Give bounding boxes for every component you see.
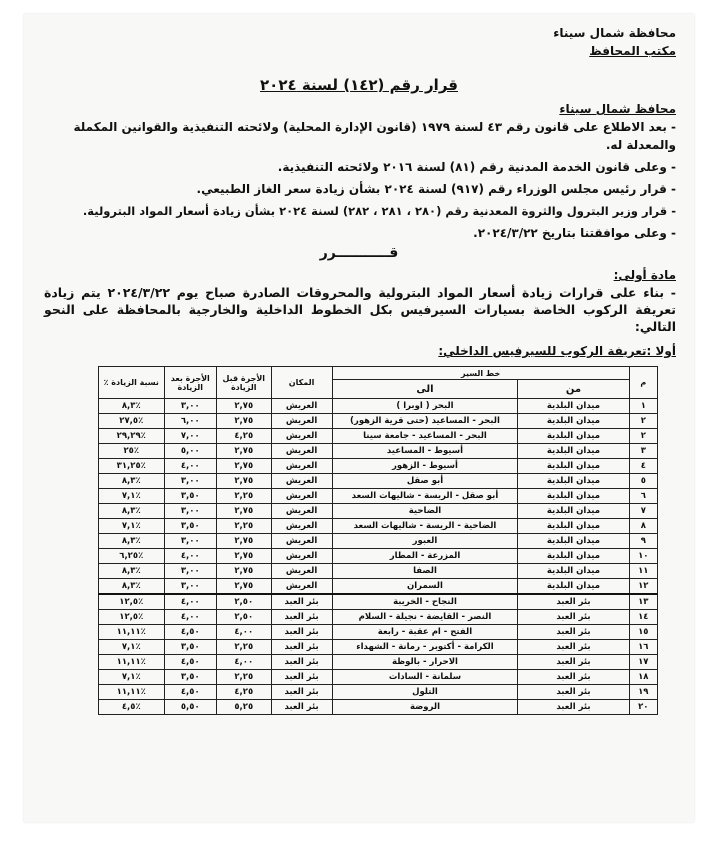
preamble-line-3: - وعلى قانون الخدمة المدنية رقم (٨١) لسنة ٢٠١٦ ولائحته التنفيذية. bbox=[277, 160, 676, 174]
cell-place: بئر العبد bbox=[271, 594, 332, 610]
cell-before: ٤,٠٠ bbox=[216, 625, 271, 640]
table-row bbox=[99, 549, 658, 564]
cell-pct: ٪٦,٢٥ bbox=[99, 549, 165, 564]
cell-to: أبو صقل - الريسة - شاليهات السعد bbox=[332, 489, 518, 504]
cell-before: ٢,٧٥ bbox=[216, 459, 271, 474]
cell-to: البحر - المساعيد (حتى قرية الزهور) bbox=[332, 414, 518, 429]
cell-pct: ٪٢٧,٥ bbox=[99, 414, 165, 429]
cell-before: ٢,٧٥ bbox=[216, 579, 271, 595]
cell-place: العريش bbox=[271, 414, 332, 429]
table-row bbox=[99, 519, 658, 534]
table-row bbox=[99, 489, 658, 504]
cell-no: ١٨ bbox=[629, 670, 657, 685]
header-pct: نسبة الزيادة ٪ bbox=[99, 367, 165, 399]
cell-pct: ٪٨,٣ bbox=[99, 564, 165, 579]
cell-no: ١١ bbox=[629, 564, 657, 579]
cell-after: ٤,٠٠ bbox=[164, 549, 216, 564]
header-from: من bbox=[518, 380, 629, 399]
cell-no: ١٩ bbox=[629, 685, 657, 700]
cell-pct: ٪٧,١ bbox=[99, 519, 165, 534]
cell-from: بئر العبد bbox=[518, 610, 629, 625]
cell-after: ٣,٠٠ bbox=[164, 399, 216, 414]
cell-no: ١ bbox=[629, 399, 657, 414]
cell-no: ٩ bbox=[629, 534, 657, 549]
cell-from: ميدان البلدية bbox=[518, 414, 629, 429]
cell-pct: ٪٢٩,٢٩ bbox=[99, 429, 165, 444]
cell-before: ٢,٧٥ bbox=[216, 444, 271, 459]
cell-before: ٢,٧٥ bbox=[216, 399, 271, 414]
table-row bbox=[99, 399, 658, 414]
cell-after: ٥,٠٠ bbox=[164, 444, 216, 459]
cell-place: العريش bbox=[271, 399, 332, 414]
cell-before: ٢,٧٥ bbox=[216, 564, 271, 579]
decree-title: قرار رقم (١٤٢) لسنة ٢٠٢٤ bbox=[260, 76, 458, 94]
cell-place: العريش bbox=[271, 519, 332, 534]
cell-pct: ٪١١,١١ bbox=[99, 655, 165, 670]
cell-no: ١٠ bbox=[629, 549, 657, 564]
cell-pct: ٪٨,٣ bbox=[99, 504, 165, 519]
cell-before: ٢,٢٥ bbox=[216, 489, 271, 504]
cell-after: ٥,٥٠ bbox=[164, 700, 216, 715]
cell-from: ميدان البلدية bbox=[518, 519, 629, 534]
cell-to: الضاحية - الريسة - شاليهات السعد bbox=[332, 519, 518, 534]
cell-place: بئر العبد bbox=[271, 655, 332, 670]
table-row bbox=[99, 444, 658, 459]
cell-to: الروضة bbox=[332, 700, 518, 715]
cell-after: ٣,٥٠ bbox=[164, 489, 216, 504]
cell-after: ٤,٥٠ bbox=[164, 685, 216, 700]
cell-from: بئر العبد bbox=[518, 640, 629, 655]
cell-pct: ٪١٢,٥ bbox=[99, 610, 165, 625]
cell-no: ١٦ bbox=[629, 640, 657, 655]
cell-from: ميدان البلدية bbox=[518, 459, 629, 474]
table-row bbox=[99, 594, 658, 610]
cell-to: الفتح - ام عقبة - رابعة bbox=[332, 625, 518, 640]
cell-no: ٨ bbox=[629, 519, 657, 534]
preamble-line-2: والمعدلة له. bbox=[605, 138, 676, 152]
cell-from: ميدان البلدية bbox=[518, 444, 629, 459]
cell-after: ٧,٠٠ bbox=[164, 429, 216, 444]
header-to: الى bbox=[332, 380, 518, 399]
cell-no: ١٢ bbox=[629, 579, 657, 595]
cell-pct: ٪٨,٣ bbox=[99, 399, 165, 414]
article-heading: مادة أولى: bbox=[613, 268, 676, 282]
cell-place: العريش bbox=[271, 459, 332, 474]
cell-no: ٦ bbox=[629, 489, 657, 504]
cell-no: ١٥ bbox=[629, 625, 657, 640]
cell-before: ٢,٢٥ bbox=[216, 519, 271, 534]
cell-after: ٤,٥٠ bbox=[164, 625, 216, 640]
cell-before: ٢,٥٠ bbox=[216, 610, 271, 625]
cell-before: ٢,٥٠ bbox=[216, 594, 271, 610]
cell-from: ميدان البلدية bbox=[518, 579, 629, 595]
governorate-header: محافظة شمال سيناء bbox=[553, 26, 676, 40]
cell-before: ٤,٠٠ bbox=[216, 655, 271, 670]
cell-before: ٥,٢٥ bbox=[216, 700, 271, 715]
cell-to: أسيوط - الزهور bbox=[332, 459, 518, 474]
preamble-line-4: - قرار رئيس مجلس الوزراء رقم (٩١٧) لسنة ٢٠٢٤ بشأن زيادة سعر الغاز الطبيعي. bbox=[196, 182, 676, 196]
cell-place: العريش bbox=[271, 504, 332, 519]
cell-after: ٣,٠٠ bbox=[164, 564, 216, 579]
cell-no: ١٧ bbox=[629, 655, 657, 670]
cell-no: ٢ bbox=[629, 429, 657, 444]
table-row bbox=[99, 655, 658, 670]
cell-pct: ٪٧,١ bbox=[99, 640, 165, 655]
preamble-line-6: - وعلى موافقتنا بتاريخ ٢٠٢٤/٣/٢٢. bbox=[473, 226, 676, 240]
cell-to: سلمانة - السادات bbox=[332, 670, 518, 685]
cell-after: ٣,٥٠ bbox=[164, 670, 216, 685]
cell-from: بئر العبد bbox=[518, 655, 629, 670]
cell-no: ٥ bbox=[629, 474, 657, 489]
cell-after: ٤,٠٠ bbox=[164, 610, 216, 625]
cell-from: ميدان البلدية bbox=[518, 399, 629, 414]
cell-from: بئر العبد bbox=[518, 670, 629, 685]
cell-pct: ٪٨,٣ bbox=[99, 534, 165, 549]
cell-after: ٣,٠٠ bbox=[164, 504, 216, 519]
decides-word: قـــــــــــرر bbox=[319, 245, 399, 261]
cell-from: ميدان البلدية bbox=[518, 474, 629, 489]
cell-from: بئر العبد bbox=[518, 625, 629, 640]
cell-place: بئر العبد bbox=[271, 685, 332, 700]
preamble-line-5: - قرار وزير البترول والثروة المعدنية رقم (٢٨٠ ، ٢٨١ ، ٢٨٢) لسنة ٢٠٢٤ بشأن زيادة أسعار المواد البترولية. bbox=[82, 204, 676, 218]
cell-to: أسيوط - المساعيد bbox=[332, 444, 518, 459]
cell-place: بئر العبد bbox=[271, 640, 332, 655]
cell-to: التلول bbox=[332, 685, 518, 700]
cell-pct: ٪٧,١ bbox=[99, 670, 165, 685]
cell-to: الضاحية bbox=[332, 504, 518, 519]
cell-to: المزرعة - المطار bbox=[332, 549, 518, 564]
cell-to: الاحرار - بالوظة bbox=[332, 655, 518, 670]
cell-place: العريش bbox=[271, 579, 332, 595]
cell-after: ٣,٠٠ bbox=[164, 534, 216, 549]
header-no: م bbox=[629, 367, 657, 399]
cell-to: أبو صقل bbox=[332, 474, 518, 489]
table-row bbox=[99, 610, 658, 625]
cell-no: ١٤ bbox=[629, 610, 657, 625]
cell-no: ٣ bbox=[629, 444, 657, 459]
cell-from: ميدان البلدية bbox=[518, 504, 629, 519]
cell-to: الصفا bbox=[332, 564, 518, 579]
cell-place: بئر العبد bbox=[271, 670, 332, 685]
cell-no: ١٣ bbox=[629, 594, 657, 610]
cell-from: ميدان البلدية bbox=[518, 429, 629, 444]
table-row bbox=[99, 579, 658, 595]
cell-place: بئر العبد bbox=[271, 700, 332, 715]
cell-pct: ٪١١,١١ bbox=[99, 625, 165, 640]
cell-before: ٢,٧٥ bbox=[216, 549, 271, 564]
cell-place: العريش bbox=[271, 429, 332, 444]
cell-before: ٢,٧٥ bbox=[216, 474, 271, 489]
table-row bbox=[99, 504, 658, 519]
cell-after: ٣,٠٠ bbox=[164, 579, 216, 595]
cell-from: ميدان البلدية bbox=[518, 489, 629, 504]
cell-pct: ٪٣١,٢٥ bbox=[99, 459, 165, 474]
cell-before: ٢,٢٥ bbox=[216, 640, 271, 655]
cell-after: ٣,٥٠ bbox=[164, 519, 216, 534]
cell-place: العريش bbox=[271, 474, 332, 489]
table-row bbox=[99, 685, 658, 700]
cell-to: البحر ( اوبرا ) bbox=[332, 399, 518, 414]
cell-pct: ٪١١,١١ bbox=[99, 685, 165, 700]
cell-no: ٧ bbox=[629, 504, 657, 519]
table-row bbox=[99, 534, 658, 549]
cell-place: العريش bbox=[271, 444, 332, 459]
office-header: مكتب المحافظ bbox=[589, 44, 676, 58]
cell-from: ميدان البلدية bbox=[518, 549, 629, 564]
cell-to: البحر - المساعيد - جامعة سينا bbox=[332, 429, 518, 444]
cell-to: الكرامة - أكتوبر - رمانة - الشهداء bbox=[332, 640, 518, 655]
table-row bbox=[99, 459, 658, 474]
header-after: الأجرة بعد الزيادة bbox=[164, 367, 216, 399]
cell-before: ٢,٧٥ bbox=[216, 534, 271, 549]
fare-table bbox=[98, 366, 658, 715]
cell-place: العريش bbox=[271, 549, 332, 564]
cell-after: ٦,٠٠ bbox=[164, 414, 216, 429]
cell-after: ٣,٠٠ bbox=[164, 474, 216, 489]
cell-pct: ٪٨,٣ bbox=[99, 474, 165, 489]
cell-before: ٤,٢٥ bbox=[216, 429, 271, 444]
cell-before: ٢,٧٥ bbox=[216, 414, 271, 429]
table-row bbox=[99, 474, 658, 489]
cell-pct: ٪٢٥ bbox=[99, 444, 165, 459]
table-row bbox=[99, 640, 658, 655]
cell-pct: ٪٧,١ bbox=[99, 489, 165, 504]
cell-place: بئر العبد bbox=[271, 610, 332, 625]
cell-no: ٤ bbox=[629, 459, 657, 474]
table-row bbox=[99, 414, 658, 429]
cell-to: النصر - القايضة - نجيلة - السلام bbox=[332, 610, 518, 625]
header-route: خط السير bbox=[332, 367, 629, 380]
cell-no: ٢٠ bbox=[629, 700, 657, 715]
cell-before: ٢,٢٥ bbox=[216, 670, 271, 685]
header-before: الأجرة قبل الزيادة bbox=[216, 367, 271, 399]
document-page bbox=[24, 14, 694, 822]
cell-to: العبور bbox=[332, 534, 518, 549]
cell-place: بئر العبد bbox=[271, 625, 332, 640]
article-text: - بناء على قرارات زيادة أسعار المواد البترولية والمحروقات الصادرة صباح يوم ٢٠٢٤/٣/٢٢ يتم زيادة تعريفة الركوب الخاصة بسيارات السيرفيس بكل الخطوط الداخلية والخارجية بالمحافظة على النحو التالي: bbox=[44, 285, 676, 334]
cell-pct: ٪٨,٣ bbox=[99, 579, 165, 595]
cell-after: ٤,٠٠ bbox=[164, 459, 216, 474]
cell-to: السمران bbox=[332, 579, 518, 595]
cell-place: العريش bbox=[271, 489, 332, 504]
table-row bbox=[99, 670, 658, 685]
table-row bbox=[99, 564, 658, 579]
section-title: أولا :تعريفة الركوب للسيرفيس الداخلي: bbox=[438, 344, 676, 358]
cell-place: العريش bbox=[271, 534, 332, 549]
cell-pct: ٪١٢,٥ bbox=[99, 594, 165, 610]
cell-after: ٣,٥٠ bbox=[164, 640, 216, 655]
cell-to: النجاح - الخريبة bbox=[332, 594, 518, 610]
cell-from: بئر العبد bbox=[518, 685, 629, 700]
cell-pct: ٪٤,٥ bbox=[99, 700, 165, 715]
preamble-line-1: - بعد الاطلاع على قانون رقم ٤٣ لسنة ١٩٧٩ (قانون الإدارة المحلية) ولائحته التنفيذية والقوانين المكملة bbox=[73, 120, 676, 134]
cell-from: ميدان البلدية bbox=[518, 534, 629, 549]
header-place: المكان bbox=[271, 367, 332, 399]
cell-before: ٤,٢٥ bbox=[216, 685, 271, 700]
cell-after: ٤,٠٠ bbox=[164, 594, 216, 610]
cell-from: بئر العبد bbox=[518, 700, 629, 715]
cell-before: ٢,٧٥ bbox=[216, 504, 271, 519]
issuer-line: محافظ شمال سيناء bbox=[559, 102, 676, 116]
cell-after: ٤,٥٠ bbox=[164, 655, 216, 670]
table-row bbox=[99, 429, 658, 444]
cell-no: ٢ bbox=[629, 414, 657, 429]
cell-from: بئر العبد bbox=[518, 594, 629, 610]
table-row bbox=[99, 700, 658, 715]
cell-place: العريش bbox=[271, 564, 332, 579]
table-row bbox=[99, 625, 658, 640]
cell-from: ميدان البلدية bbox=[518, 564, 629, 579]
